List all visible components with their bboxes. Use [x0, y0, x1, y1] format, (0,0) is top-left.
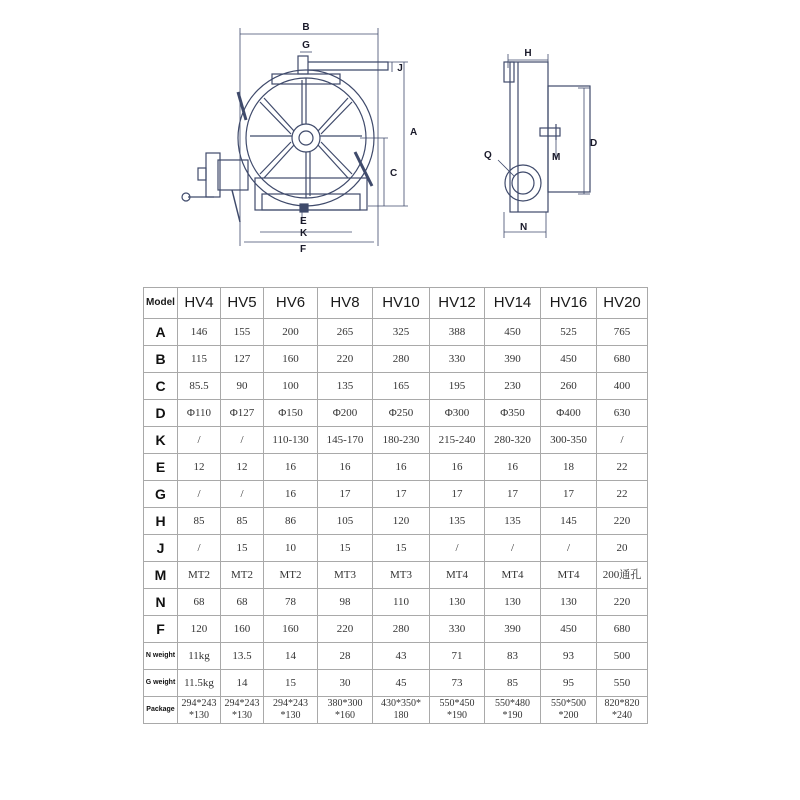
- table-cell: 550: [597, 670, 648, 697]
- table-row: [144, 508, 648, 535]
- table-cell: 85: [485, 670, 541, 697]
- table-cell: 280-320: [485, 427, 541, 454]
- table-cell: 22: [597, 454, 648, 481]
- dim-label-K: K: [300, 228, 308, 239]
- table-row: [144, 454, 648, 481]
- table-cell: /: [221, 427, 264, 454]
- table-cell: 325: [373, 319, 430, 346]
- table-cell: 260: [541, 373, 597, 400]
- table-cell: 18: [541, 454, 597, 481]
- table-cell: 500: [597, 643, 648, 670]
- table-cell: /: [178, 481, 221, 508]
- table-cell: 294*243 *130: [178, 697, 221, 724]
- table-cell: 400: [597, 373, 648, 400]
- table-cell: 550*480 *190: [485, 697, 541, 724]
- dim-label-B: B: [302, 22, 310, 33]
- table-cell: 45: [373, 670, 430, 697]
- table-cell: 195: [430, 373, 485, 400]
- table-cell: 16: [373, 454, 430, 481]
- table-cell: 78: [264, 589, 318, 616]
- table-cell: 115: [178, 346, 221, 373]
- table-cell: 90: [221, 373, 264, 400]
- header-cell: HV5: [221, 288, 264, 319]
- table-cell: 430*350* 180: [373, 697, 430, 724]
- table-cell: /: [541, 535, 597, 562]
- row-label: B: [144, 346, 178, 373]
- table-cell: MT4: [541, 562, 597, 589]
- table-cell: 300-350: [541, 427, 597, 454]
- table-cell: 294*243 *130: [221, 697, 264, 724]
- table-cell: 11.5kg: [178, 670, 221, 697]
- table-row: [144, 319, 648, 346]
- dim-label-N: N: [520, 222, 528, 233]
- table-cell: 550*450 *190: [430, 697, 485, 724]
- table-cell: 330: [430, 346, 485, 373]
- table-cell: /: [221, 481, 264, 508]
- table-cell: 16: [430, 454, 485, 481]
- dim-label-F: F: [300, 244, 307, 255]
- front-dimension-lines: [240, 28, 408, 246]
- table-cell: 68: [178, 589, 221, 616]
- row-label: J: [144, 535, 178, 562]
- table-cell: 145: [541, 508, 597, 535]
- table-cell: /: [597, 427, 648, 454]
- row-label: A: [144, 319, 178, 346]
- technical-drawing: [0, 0, 800, 260]
- table-cell: Φ400: [541, 400, 597, 427]
- table-cell: 230: [485, 373, 541, 400]
- table-cell: 165: [373, 373, 430, 400]
- table-cell: Φ127: [221, 400, 264, 427]
- table-cell: 127: [221, 346, 264, 373]
- table-cell: 450: [541, 616, 597, 643]
- table-cell: 525: [541, 319, 597, 346]
- table-cell: MT2: [221, 562, 264, 589]
- table-row: [144, 616, 648, 643]
- dim-label-E: E: [300, 216, 307, 227]
- table-cell: Φ350: [485, 400, 541, 427]
- table-cell: 390: [485, 616, 541, 643]
- row-label: F: [144, 616, 178, 643]
- table-cell: 100: [264, 373, 318, 400]
- table-row: [144, 589, 648, 616]
- table-cell: 135: [430, 508, 485, 535]
- header-cell: Model: [144, 288, 178, 319]
- table-cell: 220: [597, 589, 648, 616]
- table-cell: 220: [597, 508, 648, 535]
- table-cell: 680: [597, 616, 648, 643]
- table-cell: 20: [597, 535, 648, 562]
- table-row: [144, 481, 648, 508]
- row-label: G weight: [144, 670, 178, 697]
- table-cell: MT2: [264, 562, 318, 589]
- table-cell: 630: [597, 400, 648, 427]
- table-cell: 98: [318, 589, 373, 616]
- table-cell: 83: [485, 643, 541, 670]
- table-cell: 450: [485, 319, 541, 346]
- row-label: N weight: [144, 643, 178, 670]
- table-cell: 380*300 *160: [318, 697, 373, 724]
- table-cell: 17: [430, 481, 485, 508]
- header-cell: HV12: [430, 288, 485, 319]
- dim-label-Q: Q: [484, 150, 492, 161]
- spec-table: [143, 287, 648, 724]
- table-cell: 30: [318, 670, 373, 697]
- table-cell: 14: [264, 643, 318, 670]
- table-cell: 105: [318, 508, 373, 535]
- table-cell: Φ150: [264, 400, 318, 427]
- table-cell: 12: [221, 454, 264, 481]
- table-cell: 10: [264, 535, 318, 562]
- table-cell: 15: [373, 535, 430, 562]
- table-cell: 15: [264, 670, 318, 697]
- row-label: D: [144, 400, 178, 427]
- dimension-labels: [300, 22, 597, 255]
- table-cell: MT2: [178, 562, 221, 589]
- header-cell: HV16: [541, 288, 597, 319]
- table-cell: 450: [541, 346, 597, 373]
- header-cell: HV14: [485, 288, 541, 319]
- table-cell: 68: [221, 589, 264, 616]
- table-cell: 16: [318, 454, 373, 481]
- table-cell: 85.5: [178, 373, 221, 400]
- table-cell: 280: [373, 346, 430, 373]
- table-cell: 17: [373, 481, 430, 508]
- table-cell: 145-170: [318, 427, 373, 454]
- dim-label-G: G: [302, 40, 310, 51]
- header-cell: HV6: [264, 288, 318, 319]
- table-cell: 160: [264, 346, 318, 373]
- table-cell: 130: [541, 589, 597, 616]
- table-cell: 160: [221, 616, 264, 643]
- table-cell: 95: [541, 670, 597, 697]
- table-cell: 15: [318, 535, 373, 562]
- row-label: K: [144, 427, 178, 454]
- table-cell: /: [485, 535, 541, 562]
- table-cell: 16: [264, 481, 318, 508]
- header-cell: HV10: [373, 288, 430, 319]
- dim-label-D: D: [590, 138, 598, 149]
- table-row: [144, 535, 648, 562]
- table-cell: Φ300: [430, 400, 485, 427]
- table-cell: /: [178, 427, 221, 454]
- table-cell: 388: [430, 319, 485, 346]
- table-cell: 22: [597, 481, 648, 508]
- table-cell: 135: [485, 508, 541, 535]
- table-cell: 120: [373, 508, 430, 535]
- table-row: [144, 346, 648, 373]
- table-row: [144, 373, 648, 400]
- table-cell: MT4: [485, 562, 541, 589]
- table-cell: 820*820 *240: [597, 697, 648, 724]
- table-cell: 14: [221, 670, 264, 697]
- table-cell: 85: [178, 508, 221, 535]
- table-cell: MT4: [430, 562, 485, 589]
- dim-label-C: C: [390, 168, 398, 179]
- table-cell: 330: [430, 616, 485, 643]
- table-row: [144, 400, 648, 427]
- row-label: Package: [144, 697, 178, 724]
- table-cell: /: [430, 535, 485, 562]
- row-label: H: [144, 508, 178, 535]
- table-cell: 215-240: [430, 427, 485, 454]
- table-row: [144, 697, 648, 724]
- dim-label-M: M: [552, 152, 561, 163]
- row-label: E: [144, 454, 178, 481]
- table-cell: 146: [178, 319, 221, 346]
- table-row: [144, 643, 648, 670]
- table-cell: 220: [318, 346, 373, 373]
- table-cell: /: [178, 535, 221, 562]
- table-cell: 120: [178, 616, 221, 643]
- table-row: [144, 427, 648, 454]
- table-cell: 200通孔: [597, 562, 648, 589]
- table-cell: 280: [373, 616, 430, 643]
- table-cell: 680: [597, 346, 648, 373]
- table-cell: 110: [373, 589, 430, 616]
- table-cell: 220: [318, 616, 373, 643]
- table-cell: 85: [221, 508, 264, 535]
- front-view: [182, 56, 388, 222]
- table-cell: 71: [430, 643, 485, 670]
- table-cell: Φ250: [373, 400, 430, 427]
- table-cell: Φ110: [178, 400, 221, 427]
- row-label: C: [144, 373, 178, 400]
- dim-label-J: J: [397, 63, 403, 74]
- table-cell: 73: [430, 670, 485, 697]
- table-cell: 16: [264, 454, 318, 481]
- dim-label-H: H: [524, 48, 532, 59]
- row-label: M: [144, 562, 178, 589]
- table-cell: 550*500 *200: [541, 697, 597, 724]
- table-cell: 135: [318, 373, 373, 400]
- table-cell: 765: [597, 319, 648, 346]
- table-cell: 93: [541, 643, 597, 670]
- table-cell: Φ200: [318, 400, 373, 427]
- table-cell: 130: [485, 589, 541, 616]
- table-cell: 43: [373, 643, 430, 670]
- table-cell: 160: [264, 616, 318, 643]
- side-view: [504, 62, 590, 212]
- table-cell: MT3: [318, 562, 373, 589]
- table-cell: 17: [318, 481, 373, 508]
- table-body: [144, 319, 648, 724]
- table-row: [144, 562, 648, 589]
- table-cell: 180-230: [373, 427, 430, 454]
- table-cell: 17: [541, 481, 597, 508]
- table-cell: 390: [485, 346, 541, 373]
- table-cell: 13.5: [221, 643, 264, 670]
- table-cell: 130: [430, 589, 485, 616]
- row-label: G: [144, 481, 178, 508]
- header-cell: HV20: [597, 288, 648, 319]
- table-cell: MT3: [373, 562, 430, 589]
- table-cell: 16: [485, 454, 541, 481]
- header-cell: HV4: [178, 288, 221, 319]
- row-label: N: [144, 589, 178, 616]
- table-cell: 200: [264, 319, 318, 346]
- table-row: [144, 670, 648, 697]
- table-cell: 294*243 *130: [264, 697, 318, 724]
- table-cell: 155: [221, 319, 264, 346]
- header-cell: HV8: [318, 288, 373, 319]
- table-cell: 15: [221, 535, 264, 562]
- dim-label-A: A: [410, 127, 418, 138]
- table-cell: 17: [485, 481, 541, 508]
- table-header-row: [144, 288, 648, 319]
- table-cell: 11kg: [178, 643, 221, 670]
- table-cell: 110-130: [264, 427, 318, 454]
- table-cell: 86: [264, 508, 318, 535]
- table-cell: 265: [318, 319, 373, 346]
- table-cell: 28: [318, 643, 373, 670]
- table-cell: 12: [178, 454, 221, 481]
